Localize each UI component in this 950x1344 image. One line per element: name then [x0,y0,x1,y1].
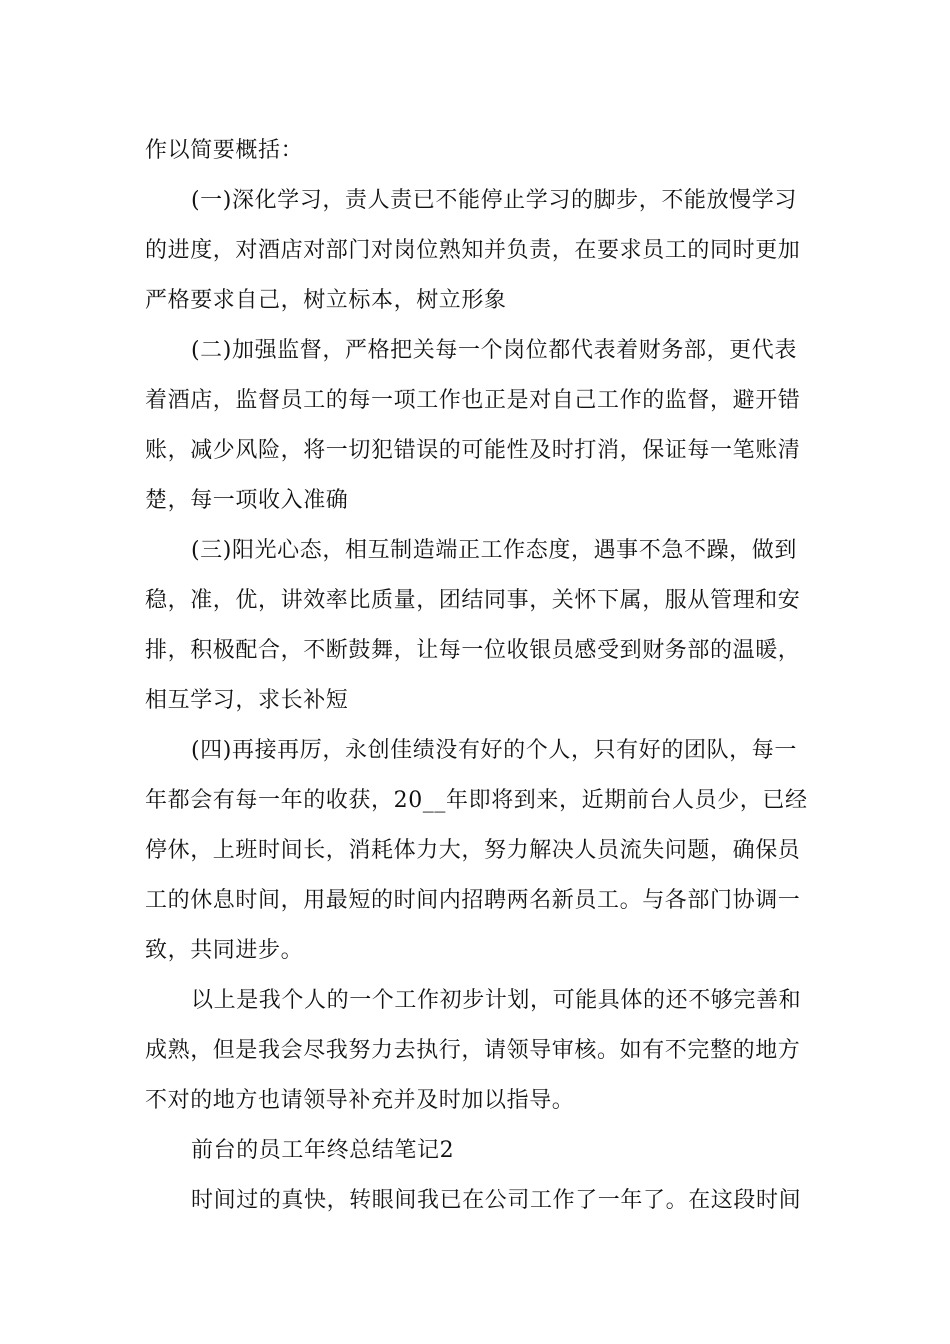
text-line: 工的休息时间，用最短的时间内招聘两名新员工。与各部门协调一 [145,888,801,913]
text-line: 相互学习，求长补短 [145,688,349,713]
text-line: (四)再接再厉，永创佳绩没有好的个人，只有好的团队，每一 [191,738,797,763]
text-line: 时间过的真快，转眼间我已在公司工作了一年了。在这段时间 [191,1188,802,1213]
text-line: 楚，每一项收入准确 [145,488,349,513]
text-line: (三)阳光心态，相互制造端正工作态度，遇事不急不躁，做到 [191,538,797,563]
text-line: 年都会有每一年的收获，20__年即将到来，近期前台人员少，已经 [145,788,808,813]
text-line: (一)深化学习，责人责已不能停止学习的脚步，不能放慢学习 [191,188,797,213]
section-heading: 前台的员工年终总结笔记2 [191,1138,455,1163]
text-line: 的进度，对酒店对部门对岗位熟知并负责，在要求员工的同时更加 [145,238,801,263]
text-line: 作以简要概括： [145,138,304,163]
text-line: 账，减少风险，将一切犯错误的可能性及时打消，保证每一笔账清 [145,438,801,463]
text-line: 不对的地方也请领导补充并及时加以指导。 [145,1088,575,1113]
text-line: 停休，上班时间长，消耗体力大，努力解决人员流失问题，确保员 [145,838,801,863]
text-line: 稳，准，优，讲效率比质量，团结同事，关怀下属，服从管理和安 [145,588,801,613]
text-line: 以上是我个人的一个工作初步计划，可能具体的还不够完善和 [191,988,802,1013]
text-line: 成熟，但是我会尽我努力去执行，请领导审核。如有不完整的地方 [145,1038,801,1063]
text-line: 致，共同进步。 [145,938,304,963]
text-line: 着酒店，监督员工的每一项工作也正是对自己工作的监督，避开错 [145,388,801,413]
text-line: 排，积极配合，不断鼓舞，让每一位收银员感受到财务部的温暖， [145,638,801,663]
text-line: (二)加强监督，严格把关每一个岗位都代表着财务部，更代表 [191,338,797,363]
text-line: 严格要求自己，树立标本，树立形象 [145,288,507,313]
